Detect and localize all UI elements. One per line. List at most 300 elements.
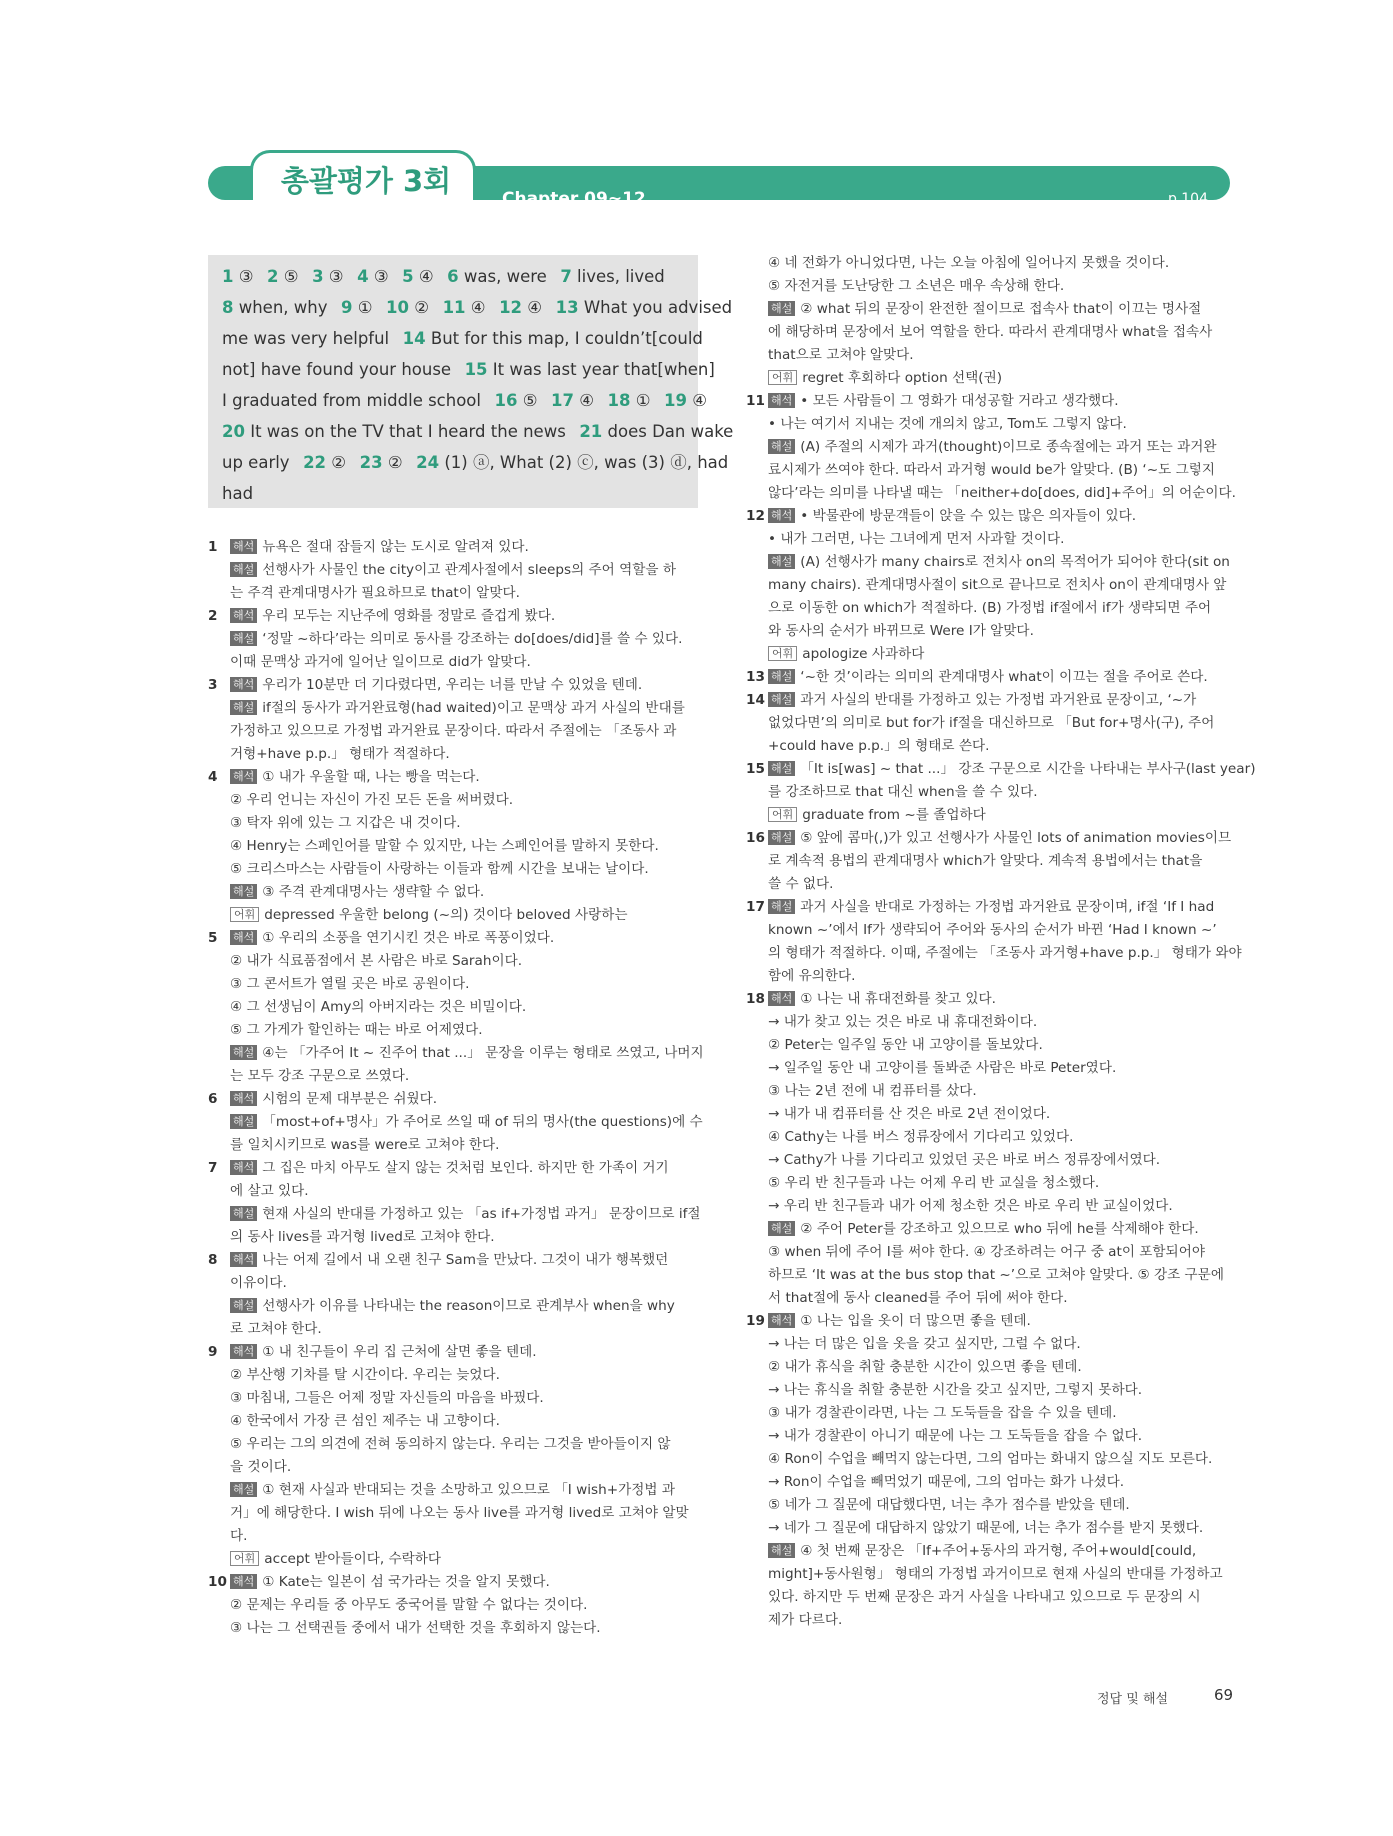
answer-value: me was very helpful	[222, 329, 390, 348]
explanation-line	[746, 965, 1236, 988]
explanation-text: 는 주격 관계대명사가 필요하므로 that이 알맞다.	[230, 585, 520, 601]
explanation-line	[208, 1387, 700, 1410]
answer-key-box	[208, 255, 734, 508]
explanation-text: ⑤ 우리는 그의 의견에 전혀 동의하지 않는다. 우리는 그것을 받아들이지 않	[230, 1436, 671, 1452]
answer-number: 24	[416, 453, 440, 472]
answer-row	[222, 292, 733, 323]
answer-value: But for this map, I couldn’t[could	[430, 329, 703, 348]
explanation-text: ① 내 친구들이 우리 집 근처에 살면 좋을 텐데.	[262, 1344, 537, 1360]
explanation-line	[746, 1379, 1236, 1402]
explanation-text: 이때 문맥상 과거에 일어난 일이므로 did가 알맞다.	[230, 654, 531, 670]
explanation-line	[746, 436, 1236, 459]
explanation-line	[746, 390, 1236, 413]
explanation-text: 하므로 ‘It was at the bus stop that ~’으로 고쳐야 알맞다. ⑤ 강조 구문에	[768, 1267, 1224, 1283]
explanation-line	[746, 1494, 1236, 1517]
vocab-tag: 어휘	[768, 370, 797, 385]
explanation-line	[208, 536, 700, 559]
explanation-text: → Ron이 수업을 빼먹었기 때문에, 그의 엄마는 화가 나셨다.	[768, 1474, 1125, 1490]
explanation-line	[208, 628, 700, 651]
explanation-line	[746, 482, 1236, 505]
answer-number: 12	[499, 298, 523, 317]
question-number: 6	[208, 1091, 218, 1107]
explanation-line	[208, 1111, 703, 1134]
answer-value: up early	[222, 453, 290, 472]
explanation-text: ③ 내가 경찰관이라면, 나는 그 도둑들을 잡을 수 있을 텐데.	[768, 1405, 1117, 1421]
label-tag: 해설	[768, 439, 795, 454]
question-number: 18	[746, 991, 765, 1007]
answer-number: 19	[664, 391, 688, 410]
explanation-text: (A) 선행사가 many chairs로 전치사 on의 목적어가 되어야 한다(sit on	[800, 554, 1230, 570]
answer-value: does Dan wake	[607, 422, 734, 441]
answer-value: ③	[373, 267, 389, 286]
question-number: 5	[208, 930, 218, 946]
label-tag: 해설	[230, 700, 257, 715]
explanation-text: ② 문제는 우리들 중 아무도 중국어를 말할 수 없다는 것이다.	[230, 1597, 588, 1613]
explanation-line	[746, 413, 1236, 436]
explanation-text: ④ 첫 번째 문장은 「If+주어+동사의 과거형, 주어+would[could,	[800, 1543, 1197, 1559]
explanation-line	[208, 1318, 700, 1341]
explanation-line	[208, 674, 700, 697]
answer-number: 11	[442, 298, 466, 317]
explanation-line	[746, 1402, 1236, 1425]
explanation-line	[208, 1203, 700, 1226]
explanation-text: 거형+have p.p.」 형태가 적절하다.	[230, 746, 450, 762]
explanation-line	[746, 827, 1236, 850]
explanations-right-column	[746, 252, 1256, 1632]
answer-number: 7	[560, 267, 572, 286]
explanation-line	[208, 1088, 700, 1111]
explanation-line	[746, 1310, 1236, 1333]
explanation-line	[746, 1540, 1236, 1563]
explanation-text: 시험의 문제 대부분은 쉬웠다.	[262, 1091, 438, 1107]
explanation-text: • 박물관에 방문객들이 앉을 수 있는 많은 의자들이 있다.	[800, 508, 1137, 524]
explanation-text: 「It is[was] ~ that ...」 강조 구문으로 시간을 나타내는 부사구(last year)	[800, 761, 1256, 777]
label-tag: 해석	[230, 1574, 257, 1589]
answer-number: 1	[222, 267, 234, 286]
answer-number: 2	[267, 267, 279, 286]
explanation-line	[746, 804, 1236, 827]
explanation-text: ⑤ 크리스마스는 사람들이 사랑하는 이들과 함께 시간을 보내는 날이다.	[230, 861, 649, 877]
label-tag: 해설	[230, 631, 257, 646]
answer-number: 21	[579, 422, 603, 441]
answer-value: ①	[635, 391, 651, 410]
answer-number: 9	[341, 298, 353, 317]
label-tag: 해석	[230, 930, 257, 945]
explanation-line	[208, 1525, 700, 1548]
explanation-line	[746, 643, 1236, 666]
explanation-line	[746, 712, 1236, 735]
answer-row	[222, 416, 734, 447]
explanation-line	[746, 1448, 1236, 1471]
question-number: 11	[746, 393, 765, 409]
label-tag: 해설	[768, 899, 795, 914]
explanation-line	[746, 758, 1256, 781]
explanation-line	[746, 1149, 1236, 1172]
explanation-text: 않다’라는 의미를 나타낼 때는 「neither+do[does, did]+주어」의 어순이다.	[768, 485, 1236, 501]
explanation-text: ⑤ 그 가게가 할인하는 때는 바로 어제였다.	[230, 1022, 483, 1038]
explanation-line	[746, 735, 1236, 758]
explanations-left-column	[208, 536, 704, 1640]
explanation-line	[746, 1586, 1236, 1609]
label-tag: 해설	[768, 554, 795, 569]
title-tab	[250, 150, 476, 200]
answer-value: when, why	[238, 298, 328, 317]
explanation-line	[746, 1563, 1236, 1586]
label-tag: 해석	[230, 608, 257, 623]
explanation-line	[746, 252, 1236, 275]
question-number: 17	[746, 899, 765, 915]
answer-number: 4	[357, 267, 369, 286]
vocab-tag: 어휘	[230, 1551, 259, 1566]
question-number: 3	[208, 677, 218, 693]
explanation-line	[746, 505, 1236, 528]
answer-number: 14	[402, 329, 426, 348]
answer-value: ②	[387, 453, 403, 472]
label-tag: 해설	[768, 669, 795, 684]
explanation-text: accept 받아들이다, 수락하다	[264, 1551, 442, 1567]
explanation-line	[208, 1295, 700, 1318]
label-tag: 해설	[230, 1206, 257, 1221]
explanation-text: apologize 사과하다	[802, 646, 925, 662]
explanation-text: • 나는 여기서 지내는 것에 개의치 않고, Tom도 그렇지 않다.	[768, 416, 1127, 432]
vocab-tag: 어휘	[768, 646, 797, 661]
explanation-text: 과거 사실의 반대를 가정하고 있는 가정법 과거완료 문장이고, ‘~가	[800, 692, 1197, 708]
question-number: 14	[746, 692, 765, 708]
explanation-text: → 나는 더 많은 입을 옷을 갖고 싶지만, 그럴 수 없다.	[768, 1336, 1081, 1352]
explanation-text: 거」에 해당한다. I wish 뒤에 나오는 동사 live를 과거형 lived로 고쳐야 알맞	[230, 1505, 689, 1521]
label-tag: 해설	[768, 1221, 795, 1236]
page-header	[208, 150, 1230, 209]
question-number: 16	[746, 830, 765, 846]
explanation-text: ② 부산행 기차를 탈 시간이다. 우리는 늦었다.	[230, 1367, 500, 1383]
question-number: 19	[746, 1313, 765, 1329]
explanation-text: → 네가 그 질문에 대답하지 않았기 때문에, 너는 추가 점수를 받지 못했다.	[768, 1520, 1204, 1536]
explanation-line	[208, 582, 700, 605]
explanation-line	[208, 1479, 700, 1502]
explanation-text: 으로 이동한 on which가 적절하다. (B) 가정법 if절에서 if가 생략되면 주어	[768, 600, 1212, 616]
answer-row	[222, 385, 708, 416]
answer-value: ④	[527, 298, 543, 317]
answer-number: 5	[402, 267, 414, 286]
explanation-text: → 내가 경찰관이 아니기 때문에 나는 그 도둑들을 잡을 수 없다.	[768, 1428, 1143, 1444]
explanation-line	[746, 1034, 1236, 1057]
explanation-line	[208, 559, 700, 582]
explanation-line	[746, 896, 1236, 919]
label-tag: 해석	[768, 1313, 795, 1328]
answer-number: 23	[359, 453, 383, 472]
explanation-text: 제가 다르다.	[768, 1612, 843, 1628]
explanation-line	[746, 919, 1236, 942]
answer-value: ①	[357, 298, 373, 317]
explanation-text: ③ 탁자 위에 있는 그 지갑은 내 것이다.	[230, 815, 461, 831]
explanation-line	[208, 1180, 700, 1203]
explanation-text: 나는 어제 길에서 내 오랜 친구 Sam을 만났다. 그것이 내가 행복했던	[262, 1252, 669, 1268]
page-number: 69	[1214, 1686, 1234, 1704]
explanation-line	[208, 1157, 700, 1180]
label-tag: 해석	[230, 1344, 257, 1359]
answer-number: 16	[494, 391, 518, 410]
explanation-line	[208, 1410, 700, 1433]
answer-value: (1) ⓐ, What (2) ⓒ, was (3) ⓓ, had	[444, 453, 729, 472]
answer-value: ③	[328, 267, 344, 286]
explanation-text: 를 일치시키므로 was를 were로 고쳐야 한다.	[230, 1137, 500, 1153]
explanation-line	[746, 528, 1236, 551]
explanation-text: ④ 그 선생님이 Amy의 아버지라는 것은 비밀이다.	[230, 999, 527, 1015]
explanation-text: ④는 「가주어 It ~ 진주어 that ...」 문장을 이루는 형태로 쓰였고, 나머지	[262, 1045, 704, 1061]
explanation-text: regret 후회하다 option 선택(권)	[802, 370, 1003, 386]
explanation-text: 현재 사실의 반대를 가정하고 있는 「as if+가정법 과거」 문장이므로 if절	[262, 1206, 701, 1222]
explanation-line	[208, 1341, 700, 1364]
explanation-text: 다.	[230, 1528, 248, 1544]
explanation-line	[208, 927, 700, 950]
explanation-line	[208, 1502, 700, 1525]
explanation-text: ③ when 뒤에 주어 I를 써야 한다. ④ 강조하려는 어구 중 at이 포함되어야	[768, 1244, 1205, 1260]
explanation-text: 에 살고 있다.	[230, 1183, 309, 1199]
label-tag: 해설	[768, 761, 795, 776]
explanation-line	[746, 1287, 1236, 1310]
explanation-line	[746, 344, 1236, 367]
answer-value: It was on the TV that I heard the news	[250, 422, 566, 441]
answer-number: 8	[222, 298, 234, 317]
explanation-line	[208, 1548, 700, 1571]
answer-value: ④	[692, 391, 708, 410]
explanation-line	[208, 1364, 700, 1387]
explanation-text: ① 나는 내 휴대전화를 찾고 있다.	[800, 991, 996, 1007]
explanation-text: 을 것이다.	[230, 1459, 292, 1475]
explanation-line	[208, 766, 700, 789]
question-number: 15	[746, 761, 765, 777]
explanation-line	[746, 781, 1236, 804]
answer-number: 15	[464, 360, 488, 379]
explanation-text: 과거 사실을 반대로 가정하는 가정법 과거완료 문장이며, if절 ‘If I had	[800, 899, 1215, 915]
explanation-line	[746, 1103, 1236, 1126]
explanation-line	[208, 743, 700, 766]
explanation-text: → 일주일 동안 내 고양이를 돌봐준 사람은 바로 Peter였다.	[768, 1060, 1117, 1076]
explanation-line	[746, 551, 1236, 574]
explanation-line	[208, 881, 700, 904]
explanation-text: graduate from ~를 졸업하다	[802, 807, 986, 823]
explanation-line	[746, 1126, 1236, 1149]
explanation-text: ② 내가 식료품점에서 본 사람은 바로 Sarah이다.	[230, 953, 523, 969]
explanation-line	[208, 1272, 700, 1295]
label-tag: 해석	[230, 1160, 257, 1175]
explanation-text: → 내가 내 컴퓨터를 산 것은 바로 2년 전이었다.	[768, 1106, 1051, 1122]
explanation-line	[208, 605, 700, 628]
explanation-text: ‘정말 ~하다’라는 의미로 동사를 강조하는 do[does/did]를 쓸 수 있다.	[262, 631, 683, 647]
explanation-line	[208, 858, 700, 881]
label-tag: 해석	[768, 991, 795, 1006]
page-title: 총괄평가 3회	[280, 164, 452, 198]
answer-row	[222, 323, 703, 354]
explanation-text: ① Kate는 일본이 섬 국가라는 것을 알지 못했다.	[262, 1574, 550, 1590]
answer-row	[222, 354, 715, 385]
label-tag: 해설	[230, 562, 257, 577]
explanation-line	[746, 1609, 1236, 1632]
explanation-text: • 내가 그러면, 나는 그녀에게 먼저 사과할 것이다.	[768, 531, 1065, 547]
label-tag: 해설	[230, 884, 257, 899]
vocab-tag: 어휘	[768, 807, 797, 822]
explanation-line	[208, 1433, 700, 1456]
answer-number: 10	[386, 298, 410, 317]
explanation-text: (A) 주절의 시제가 과거(thought)이므로 종속절에는 과거 또는 과거완	[800, 439, 1217, 455]
answer-value: What you advised	[583, 298, 733, 317]
explanation-text: ③ 마침내, 그들은 어제 정말 자신들의 마음을 바꿨다.	[230, 1390, 544, 1406]
answer-value: had	[222, 484, 254, 503]
answer-value: ⑤	[283, 267, 299, 286]
explanation-line	[746, 1172, 1236, 1195]
label-tag: 해석	[768, 393, 795, 408]
label-tag: 해설	[768, 301, 795, 316]
chapter-label: Chapter 09~12	[502, 189, 646, 209]
explanation-text: 선행사가 이유를 나타내는 the reason이므로 관계부사 when을 why	[262, 1298, 675, 1314]
explanation-text: ④ Henry는 스페인어를 말할 수 있지만, 나는 스페인어를 말하지 못한다.	[230, 838, 659, 854]
answer-value: ②	[331, 453, 347, 472]
explanation-line	[208, 720, 700, 743]
label-tag: 해석	[230, 1091, 257, 1106]
answer-value: I graduated from middle school	[222, 391, 481, 410]
answer-value: not] have found your house	[222, 360, 452, 379]
explanation-text: 로 계속적 용법의 관계대명사 which가 알맞다. 계속적 용법에서는 that을	[768, 853, 1203, 869]
answer-value: It was last year that[when]	[492, 360, 715, 379]
explanation-line	[746, 1011, 1236, 1034]
question-number: 7	[208, 1160, 218, 1176]
explanation-text: ② Peter는 일주일 동안 내 고양이를 돌보았다.	[768, 1037, 1043, 1053]
label-tag: 해석	[230, 539, 257, 554]
explanation-line	[746, 873, 1236, 896]
question-number: 8	[208, 1252, 218, 1268]
vocab-tag: 어휘	[230, 907, 259, 922]
explanation-line	[746, 1080, 1236, 1103]
answer-value: ④	[470, 298, 486, 317]
answer-number: 13	[555, 298, 579, 317]
explanation-text: • 모든 사람들이 그 영화가 대성공할 거라고 생각했다.	[800, 393, 1119, 409]
answer-value: ④	[579, 391, 595, 410]
explanation-line	[208, 950, 700, 973]
explanation-text: ① 현재 사실과 반대되는 것을 소망하고 있으므로 「I wish+가정법 과	[262, 1482, 675, 1498]
explanation-line	[208, 904, 700, 927]
explanation-text: 가정하고 있으므로 가정법 과거완료 문장이다. 따라서 주절에는 「조동사 과	[230, 723, 677, 739]
explanation-line	[746, 850, 1236, 873]
explanation-text: ⑤ 자전거를 도난당한 그 소년은 매우 속상해 한다.	[768, 278, 1065, 294]
explanation-line	[208, 697, 700, 720]
question-number: 1	[208, 539, 218, 555]
explanation-text: might]+동사원형」 형태의 가정법 과거이므로 현재 사실의 반대를 가정하고	[768, 1566, 1223, 1582]
question-number: 12	[746, 508, 765, 524]
explanation-text: 우리 모두는 지난주에 영화를 정말로 즐겁게 봤다.	[262, 608, 556, 624]
explanation-text: → 내가 찾고 있는 것은 바로 내 휴대전화이다.	[768, 1014, 1038, 1030]
answer-number: 22	[303, 453, 327, 472]
answer-number: 20	[222, 422, 245, 441]
explanation-text: if절의 동사가 과거완료형(had waited)이고 문맥상 과거 사실의 반대를	[262, 700, 685, 716]
explanation-text: ⑤ 우리 반 친구들과 나는 어제 우리 반 교실을 청소했다.	[768, 1175, 1100, 1191]
explanation-text: 의 형태가 적절하다. 이때, 주절에는 「조동사 과거형+have p.p.」 형태가 와야	[768, 945, 1242, 961]
explanation-line	[208, 835, 700, 858]
question-number: 4	[208, 769, 218, 785]
explanation-text: 를 강조하므로 that 대신 when을 쓸 수 있다.	[768, 784, 1038, 800]
explanation-text: 의 동사 lives를 과거형 lived로 고쳐야 한다.	[230, 1229, 495, 1245]
explanation-text: 그 집은 마치 아무도 살지 않는 것처럼 보인다. 하지만 한 가족이 거기	[262, 1160, 669, 1176]
label-tag: 해설	[230, 1114, 257, 1129]
explanation-line	[208, 1456, 700, 1479]
explanation-text: that으로 고쳐야 알맞다.	[768, 347, 914, 363]
explanation-text: 쓸 수 없다.	[768, 876, 834, 892]
explanation-text: ⑤ 앞에 콤마(,)가 있고 선행사가 사물인 lots of animation movies이므	[800, 830, 1232, 846]
label-tag: 해설	[768, 830, 795, 845]
explanation-line	[208, 973, 700, 996]
explanation-line	[746, 574, 1236, 597]
explanation-line	[208, 789, 700, 812]
explanation-text: 료시제가 쓰여야 한다. 따라서 과거형 would be가 알맞다. (B) ‘~도 그렇지	[768, 462, 1215, 478]
answer-value: ③	[238, 267, 254, 286]
explanation-line	[746, 1241, 1236, 1264]
answer-value: lives, lived	[577, 267, 665, 286]
explanation-line	[746, 1057, 1236, 1080]
explanation-text: 이유이다.	[230, 1275, 287, 1291]
explanation-line	[208, 1019, 700, 1042]
answer-number: 17	[551, 391, 574, 410]
explanation-text: 로 고쳐야 한다.	[230, 1321, 322, 1337]
answer-row	[222, 478, 684, 509]
explanation-text: many chairs). 관계대명사절이 sit으로 끝나므로 전치사 on이 관계대명사 앞	[768, 577, 1227, 593]
explanation-text: 는 모두 강조 구문으로 쓰였다.	[230, 1068, 410, 1084]
explanation-text: +could have p.p.」의 형태로 쓴다.	[768, 738, 990, 754]
explanation-text: ‘~한 것’이라는 의미의 관계대명사 what이 이끄는 절을 주어로 쓴다.	[800, 669, 1208, 685]
explanation-text: ② 우리 언니는 자신이 가진 모든 돈을 써버렸다.	[230, 792, 514, 808]
page-reference: p.104	[1167, 191, 1208, 207]
label-tag: 해석	[768, 508, 795, 523]
explanation-text: ② what 뒤의 문장이 완전한 절이므로 접속사 that이 이끄는 명사절	[800, 301, 1202, 317]
explanation-text: 우리가 10분만 더 기다렸다면, 우리는 너를 만날 수 있었을 텐데.	[262, 677, 643, 693]
explanation-text: ③ 그 콘서트가 열릴 곳은 바로 공원이다.	[230, 976, 470, 992]
answer-number: 6	[447, 267, 459, 286]
explanation-text: 있다. 하지만 두 번째 문장은 과거 사실을 나타내고 있으므로 두 문장의 시	[768, 1589, 1201, 1605]
explanation-line	[208, 1226, 700, 1249]
explanation-line	[746, 597, 1236, 620]
explanation-line	[208, 812, 700, 835]
label-tag: 해설	[230, 1482, 257, 1497]
explanation-text: 선행사가 사물인 the city이고 관계사절에서 sleeps의 주어 역할을 하	[262, 562, 676, 578]
label-tag: 해설	[230, 1045, 257, 1060]
explanation-line	[746, 275, 1236, 298]
explanation-line	[746, 942, 1242, 965]
explanation-text: ③ 주격 관계대명사는 생략할 수 없다.	[262, 884, 485, 900]
explanation-text: ④ 네 전화가 아니었다면, 나는 오늘 아침에 일어나지 못했을 것이다.	[768, 255, 1170, 271]
question-number: 10	[208, 1574, 227, 1590]
question-number: 13	[746, 669, 765, 685]
answer-number: 18	[607, 391, 631, 410]
explanation-line	[208, 1249, 700, 1272]
explanation-line	[746, 988, 1236, 1011]
explanation-line	[746, 1195, 1236, 1218]
explanation-line	[746, 620, 1236, 643]
explanation-text: 와 동사의 순서가 바뀌므로 Were I가 알맞다.	[768, 623, 1034, 639]
explanation-line	[208, 996, 700, 1019]
explanation-text: ② 내가 휴식을 취할 충분한 시간이 있으면 좋을 텐데.	[768, 1359, 1082, 1375]
label-tag: 해석	[230, 1252, 257, 1267]
explanation-text: ⑤ 네가 그 질문에 대답했다면, 너는 추가 점수를 받았을 텐데.	[768, 1497, 1130, 1513]
question-number: 9	[208, 1344, 218, 1360]
explanation-text: → 나는 휴식을 취할 충분한 시간을 갖고 싶지만, 그렇지 못하다.	[768, 1382, 1143, 1398]
explanation-text: ① 우리의 소풍을 연기시킨 것은 바로 폭풍이었다.	[262, 930, 555, 946]
explanation-line	[746, 666, 1236, 689]
label-tag: 해석	[230, 677, 257, 692]
explanation-text: ③ 나는 그 선택권들 중에서 내가 선택한 것을 후회하지 않는다.	[230, 1620, 601, 1636]
explanation-text: 뉴욕은 절대 잠들지 않는 도시로 알려져 있다.	[262, 539, 529, 555]
explanation-line	[746, 1356, 1236, 1379]
label-tag: 해석	[230, 769, 257, 784]
explanation-text: ④ Ron이 수업을 빼먹지 않는다면, 그의 엄마는 화내지 않으실 지도 모른다.	[768, 1451, 1213, 1467]
explanation-line	[746, 1425, 1236, 1448]
